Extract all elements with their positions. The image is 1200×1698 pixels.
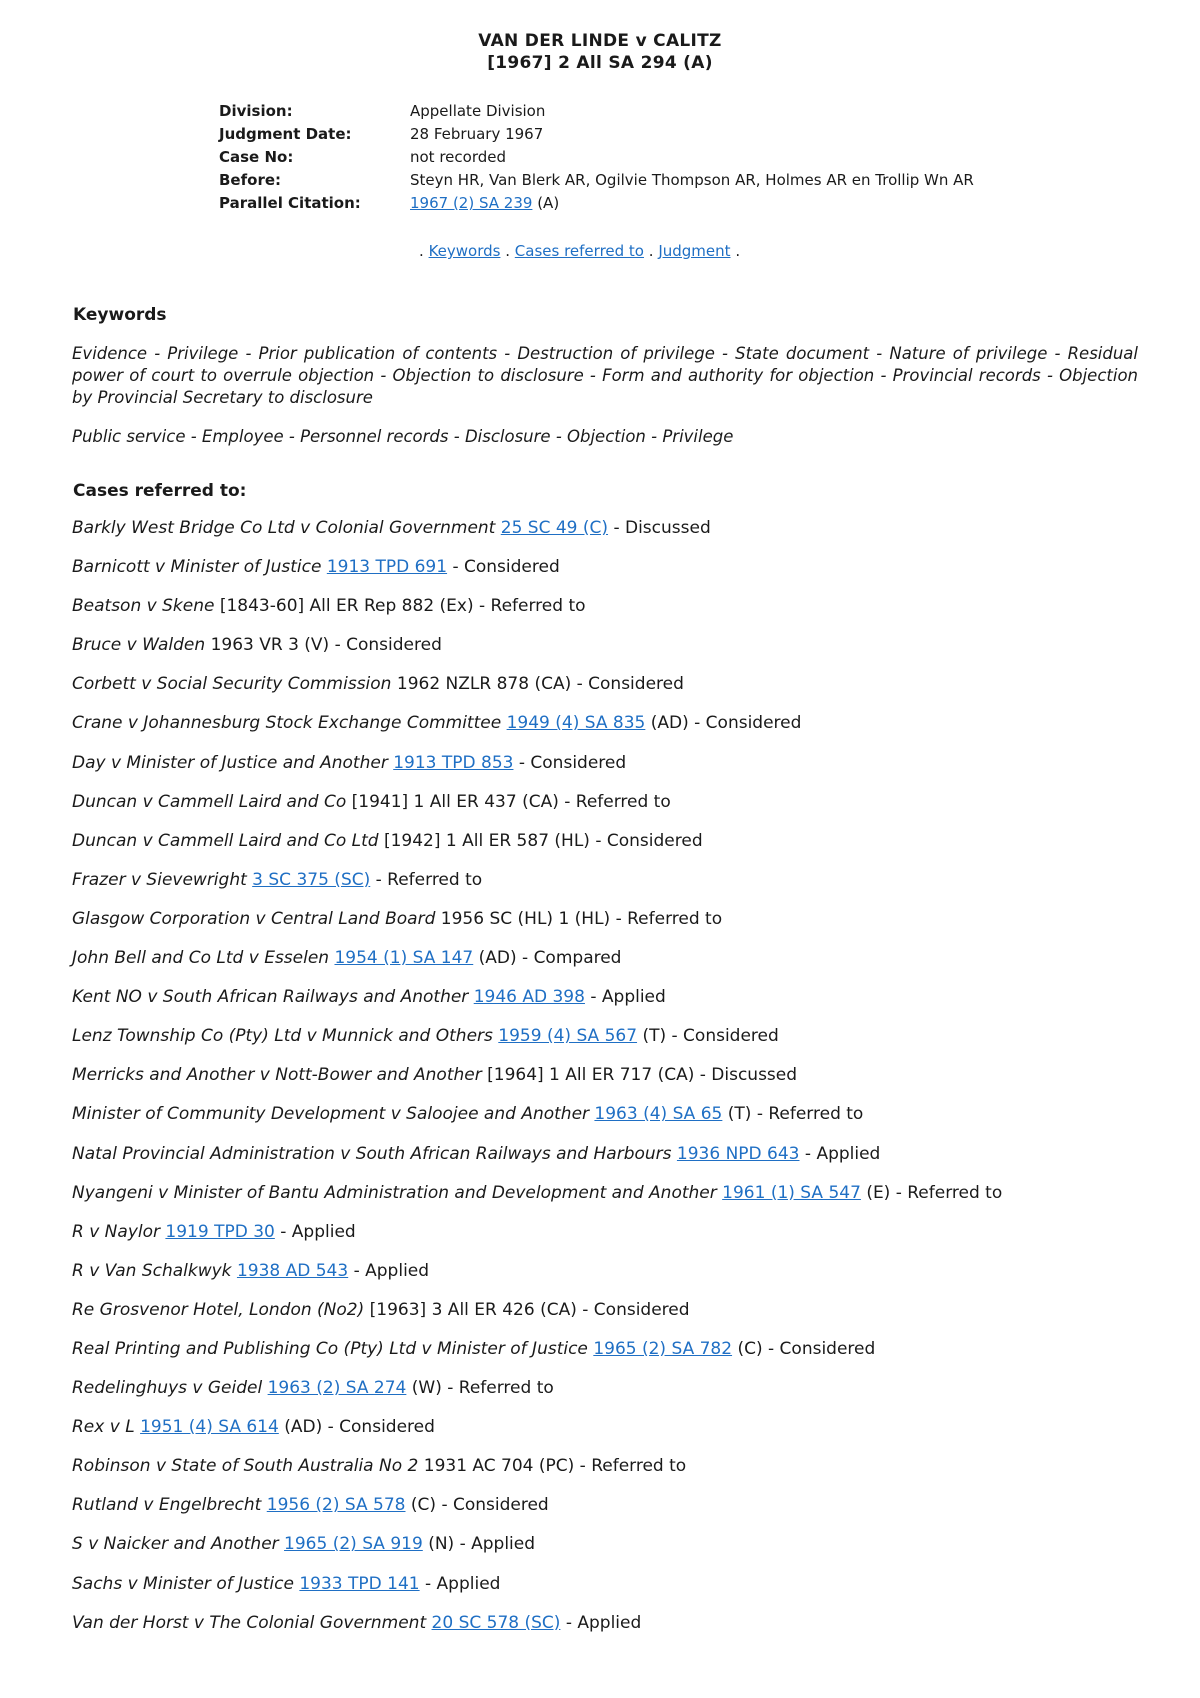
parallel-citation-link[interactable]: 1967 (2) SA 239 — [410, 194, 533, 212]
case-item — [72, 634, 1172, 673]
case-citation-link[interactable]: 1963 (2) SA 274 — [267, 1378, 407, 1399]
division-row — [219, 100, 990, 123]
case-title: VAN DER LINDE v CALITZ — [478, 31, 722, 51]
case-treatment: - Referred to — [375, 869, 483, 890]
case-citation-link[interactable]: 25 SC 49 (C) — [500, 518, 609, 538]
case-name: Duncan v Cammell Laird and Co Ltd — [72, 830, 379, 851]
case-treatment: (W) - Referred to — [411, 1378, 554, 1399]
nav-separator: . — [505, 242, 511, 260]
case-no-value: not recorded — [410, 148, 506, 166]
case-item — [72, 1221, 1172, 1260]
case-name: R v Van Schalkwyk — [72, 1260, 232, 1281]
case-citation-link[interactable]: 3 SC 375 (SC) — [252, 869, 371, 890]
case-citation-link[interactable]: 1959 (4) SA 567 — [498, 1026, 638, 1047]
case-treatment: - Applied — [353, 1260, 430, 1281]
case-item — [72, 1377, 1172, 1416]
case-treatment: [1964] 1 All ER 717 (CA) - Discussed — [487, 1065, 798, 1086]
case-item — [72, 1299, 1172, 1338]
case-no-label: Case No: — [219, 148, 294, 166]
case-treatment: [1963] 3 All ER 426 (CA) - Considered — [369, 1299, 690, 1320]
case-name: Rutland v Engelbrecht — [72, 1495, 262, 1516]
cases-list — [72, 517, 1172, 1651]
case-item — [72, 595, 1172, 634]
case-name: Kent NO v South African Railways and Another — [72, 987, 469, 1008]
case-item — [72, 1338, 1172, 1377]
cases-heading: Cases referred to: — [73, 481, 247, 501]
parallel-citation-value — [410, 192, 990, 215]
case-name: Glasgow Corporation v Central Land Board — [72, 908, 436, 929]
case-citation-link[interactable]: 1961 (1) SA 547 — [722, 1182, 861, 1203]
case-item — [72, 752, 1172, 791]
case-treatment: 1956 SC (HL) 1 (HL) - Referred to — [440, 908, 723, 929]
case-citation-link[interactable]: 1965 (2) SA 919 — [284, 1534, 423, 1555]
nav-link-cases[interactable]: Cases referred to — [514, 242, 644, 260]
case-item — [72, 1025, 1172, 1064]
case-name: Sachs v Minister of Justice — [72, 1573, 294, 1594]
case-treatment: - Discussed — [613, 518, 711, 538]
case-item — [72, 556, 1172, 595]
judgment-date-label: Judgment Date: — [219, 125, 352, 143]
division-label: Division: — [219, 102, 293, 120]
case-citation-link[interactable]: 1913 TPD 853 — [393, 752, 514, 773]
case-item — [72, 712, 1172, 751]
case-item — [72, 869, 1172, 908]
case-item — [72, 1143, 1172, 1182]
case-item — [72, 1573, 1172, 1612]
case-citation-link[interactable]: 1949 (4) SA 835 — [506, 713, 646, 734]
case-name: Beatson v Skene — [72, 596, 215, 617]
parallel-citation-row — [219, 192, 990, 215]
case-treatment: [1843-60] All ER Rep 882 (Ex) - Referred to — [219, 596, 586, 617]
case-name: Nyangeni v Minister of Bantu Administration and Development and Another — [72, 1182, 717, 1203]
case-name: Bruce v Walden — [72, 635, 206, 656]
section-nav — [419, 242, 740, 260]
case-citation-link[interactable]: 1963 (4) SA 65 — [594, 1104, 723, 1125]
case-item — [72, 1260, 1172, 1299]
nav-separator: . — [735, 242, 741, 260]
case-treatment: 1931 AC 704 (PC) - Referred to — [423, 1456, 687, 1477]
case-item — [72, 1103, 1172, 1142]
case-name: Real Printing and Publishing Co (Pty) Ltd v Minister of Justice — [72, 1338, 588, 1359]
judgment-date-row — [219, 123, 990, 146]
case-name: Frazer v Sievewright — [72, 869, 247, 890]
case-citation-link[interactable]: 1965 (2) SA 782 — [593, 1338, 733, 1359]
page-header — [0, 30, 1200, 74]
case-treatment: [1941] 1 All ER 437 (CA) - Referred to — [351, 791, 671, 812]
case-item — [72, 517, 1172, 556]
case-item — [72, 1533, 1172, 1572]
case-treatment: (T) - Referred to — [727, 1104, 864, 1125]
case-citation-link[interactable]: 1913 TPD 691 — [326, 557, 448, 578]
case-item — [72, 1416, 1172, 1455]
case-citation: [1967] 2 All SA 294 (A) — [487, 53, 713, 73]
case-treatment: (AD) - Considered — [284, 1417, 435, 1438]
case-metadata-table — [219, 100, 990, 215]
case-item — [72, 947, 1172, 986]
judgment-date-value: 28 February 1967 — [410, 125, 544, 143]
before-row — [219, 169, 990, 192]
case-item — [72, 908, 1172, 947]
case-name: Duncan v Cammell Laird and Co — [72, 791, 347, 812]
case-name: Barkly West Bridge Co Ltd v Colonial Government — [72, 518, 496, 538]
case-name: Minister of Community Development v Saloojee and Another — [72, 1104, 590, 1125]
case-name: Lenz Township Co (Pty) Ltd v Munnick and Others — [72, 1026, 493, 1047]
case-treatment: [1942] 1 All ER 587 (HL) - Considered — [383, 830, 703, 851]
case-citation-link[interactable]: 1946 AD 398 — [473, 987, 585, 1008]
case-treatment: - Applied — [280, 1221, 356, 1242]
case-item — [72, 830, 1172, 869]
case-name: Rex v L — [72, 1417, 135, 1438]
case-citation-link[interactable]: 1933 TPD 141 — [299, 1573, 420, 1594]
case-item — [72, 1182, 1172, 1221]
case-name: Robinson v State of South Australia No 2 — [72, 1456, 419, 1477]
case-treatment: (T) - Considered — [642, 1026, 779, 1047]
case-citation-link[interactable]: 1919 TPD 30 — [165, 1221, 275, 1242]
case-treatment: (N) - Applied — [428, 1534, 536, 1555]
keywords-paragraph-1: Evidence - Privilege - Prior publication of contents - Destruction of privilege - State document - Nature of privilege - Residual power of court to overrule objection - Objection to disclosure - Form and authority for objection - Provincial records - Objection by Provincial Secretary to disclosure — [72, 344, 1138, 407]
case-item — [72, 986, 1172, 1025]
case-name: Merricks and Another v Nott-Bower and Another — [72, 1065, 482, 1086]
parallel-citation-label: Parallel Citation: — [219, 194, 361, 212]
case-treatment: 1963 VR 3 (V) - Considered — [210, 635, 442, 656]
case-treatment: 1962 NZLR 878 (CA) - Considered — [396, 674, 684, 695]
case-name: Redelinghuys v Geidel — [72, 1378, 263, 1399]
case-item — [72, 1455, 1172, 1494]
case-no-row — [219, 146, 990, 169]
before-value: Steyn HR, Van Blerk AR, Ogilvie Thompson AR, Holmes AR en Trollip Wn AR — [410, 171, 974, 189]
nav-link-judgment[interactable]: Judgment — [658, 242, 731, 260]
keywords-heading: Keywords — [73, 305, 167, 325]
case-treatment: (C) - Considered — [410, 1495, 549, 1516]
case-name: Day v Minister of Justice and Another — [72, 752, 388, 773]
case-citation-link[interactable]: 1954 (1) SA 147 — [334, 948, 474, 969]
case-treatment: (AD) - Considered — [650, 713, 802, 734]
case-citation-link[interactable]: 1938 AD 543 — [236, 1260, 349, 1281]
case-name: Crane v Johannesburg Stock Exchange Committee — [72, 713, 502, 734]
case-name: Natal Provincial Administration v South African Railways and Harbours — [72, 1143, 672, 1164]
case-treatment: - Applied — [565, 1612, 642, 1633]
case-treatment: - Applied — [804, 1143, 881, 1164]
case-treatment: (AD) - Compared — [478, 948, 622, 969]
case-treatment: - Considered — [518, 752, 627, 773]
division-value: Appellate Division — [410, 102, 546, 120]
before-label: Before: — [219, 171, 282, 189]
case-citation-link[interactable]: 1936 NPD 643 — [676, 1143, 800, 1164]
case-item — [72, 673, 1172, 712]
case-name: Van der Horst v The Colonial Government — [72, 1612, 427, 1633]
case-name: S v Naicker and Another — [72, 1534, 279, 1555]
case-name: John Bell and Co Ltd v Esselen — [72, 948, 330, 969]
case-treatment: (E) - Referred to — [866, 1182, 1003, 1203]
case-item — [72, 1064, 1172, 1103]
keywords-paragraph-2: Public service - Employee - Personnel records - Disclosure - Objection - Privilege — [72, 427, 734, 446]
case-name: Corbett v Social Security Commission — [72, 674, 392, 695]
nav-link-keywords[interactable]: Keywords — [428, 242, 501, 260]
parallel-citation-suffix: (A) — [537, 194, 560, 212]
case-citation-link[interactable]: 1956 (2) SA 578 — [266, 1495, 406, 1516]
case-treatment: - Applied — [590, 987, 666, 1008]
case-citation-link[interactable]: 20 SC 578 (SC) — [431, 1612, 561, 1633]
case-item — [72, 1494, 1172, 1533]
case-treatment: - Considered — [452, 557, 560, 578]
case-item — [72, 791, 1172, 830]
nav-separator: . — [648, 242, 654, 260]
case-treatment: - Applied — [425, 1573, 501, 1594]
case-citation-link[interactable]: 1951 (4) SA 614 — [140, 1417, 279, 1438]
case-name: R v Naylor — [72, 1221, 160, 1242]
case-item — [72, 1612, 1172, 1651]
nav-separator: . — [419, 242, 424, 260]
case-treatment: (C) - Considered — [737, 1338, 876, 1359]
case-name: Barnicott v Minister of Justice — [72, 557, 322, 578]
case-name: Re Grosvenor Hotel, London (No2) — [72, 1299, 365, 1320]
